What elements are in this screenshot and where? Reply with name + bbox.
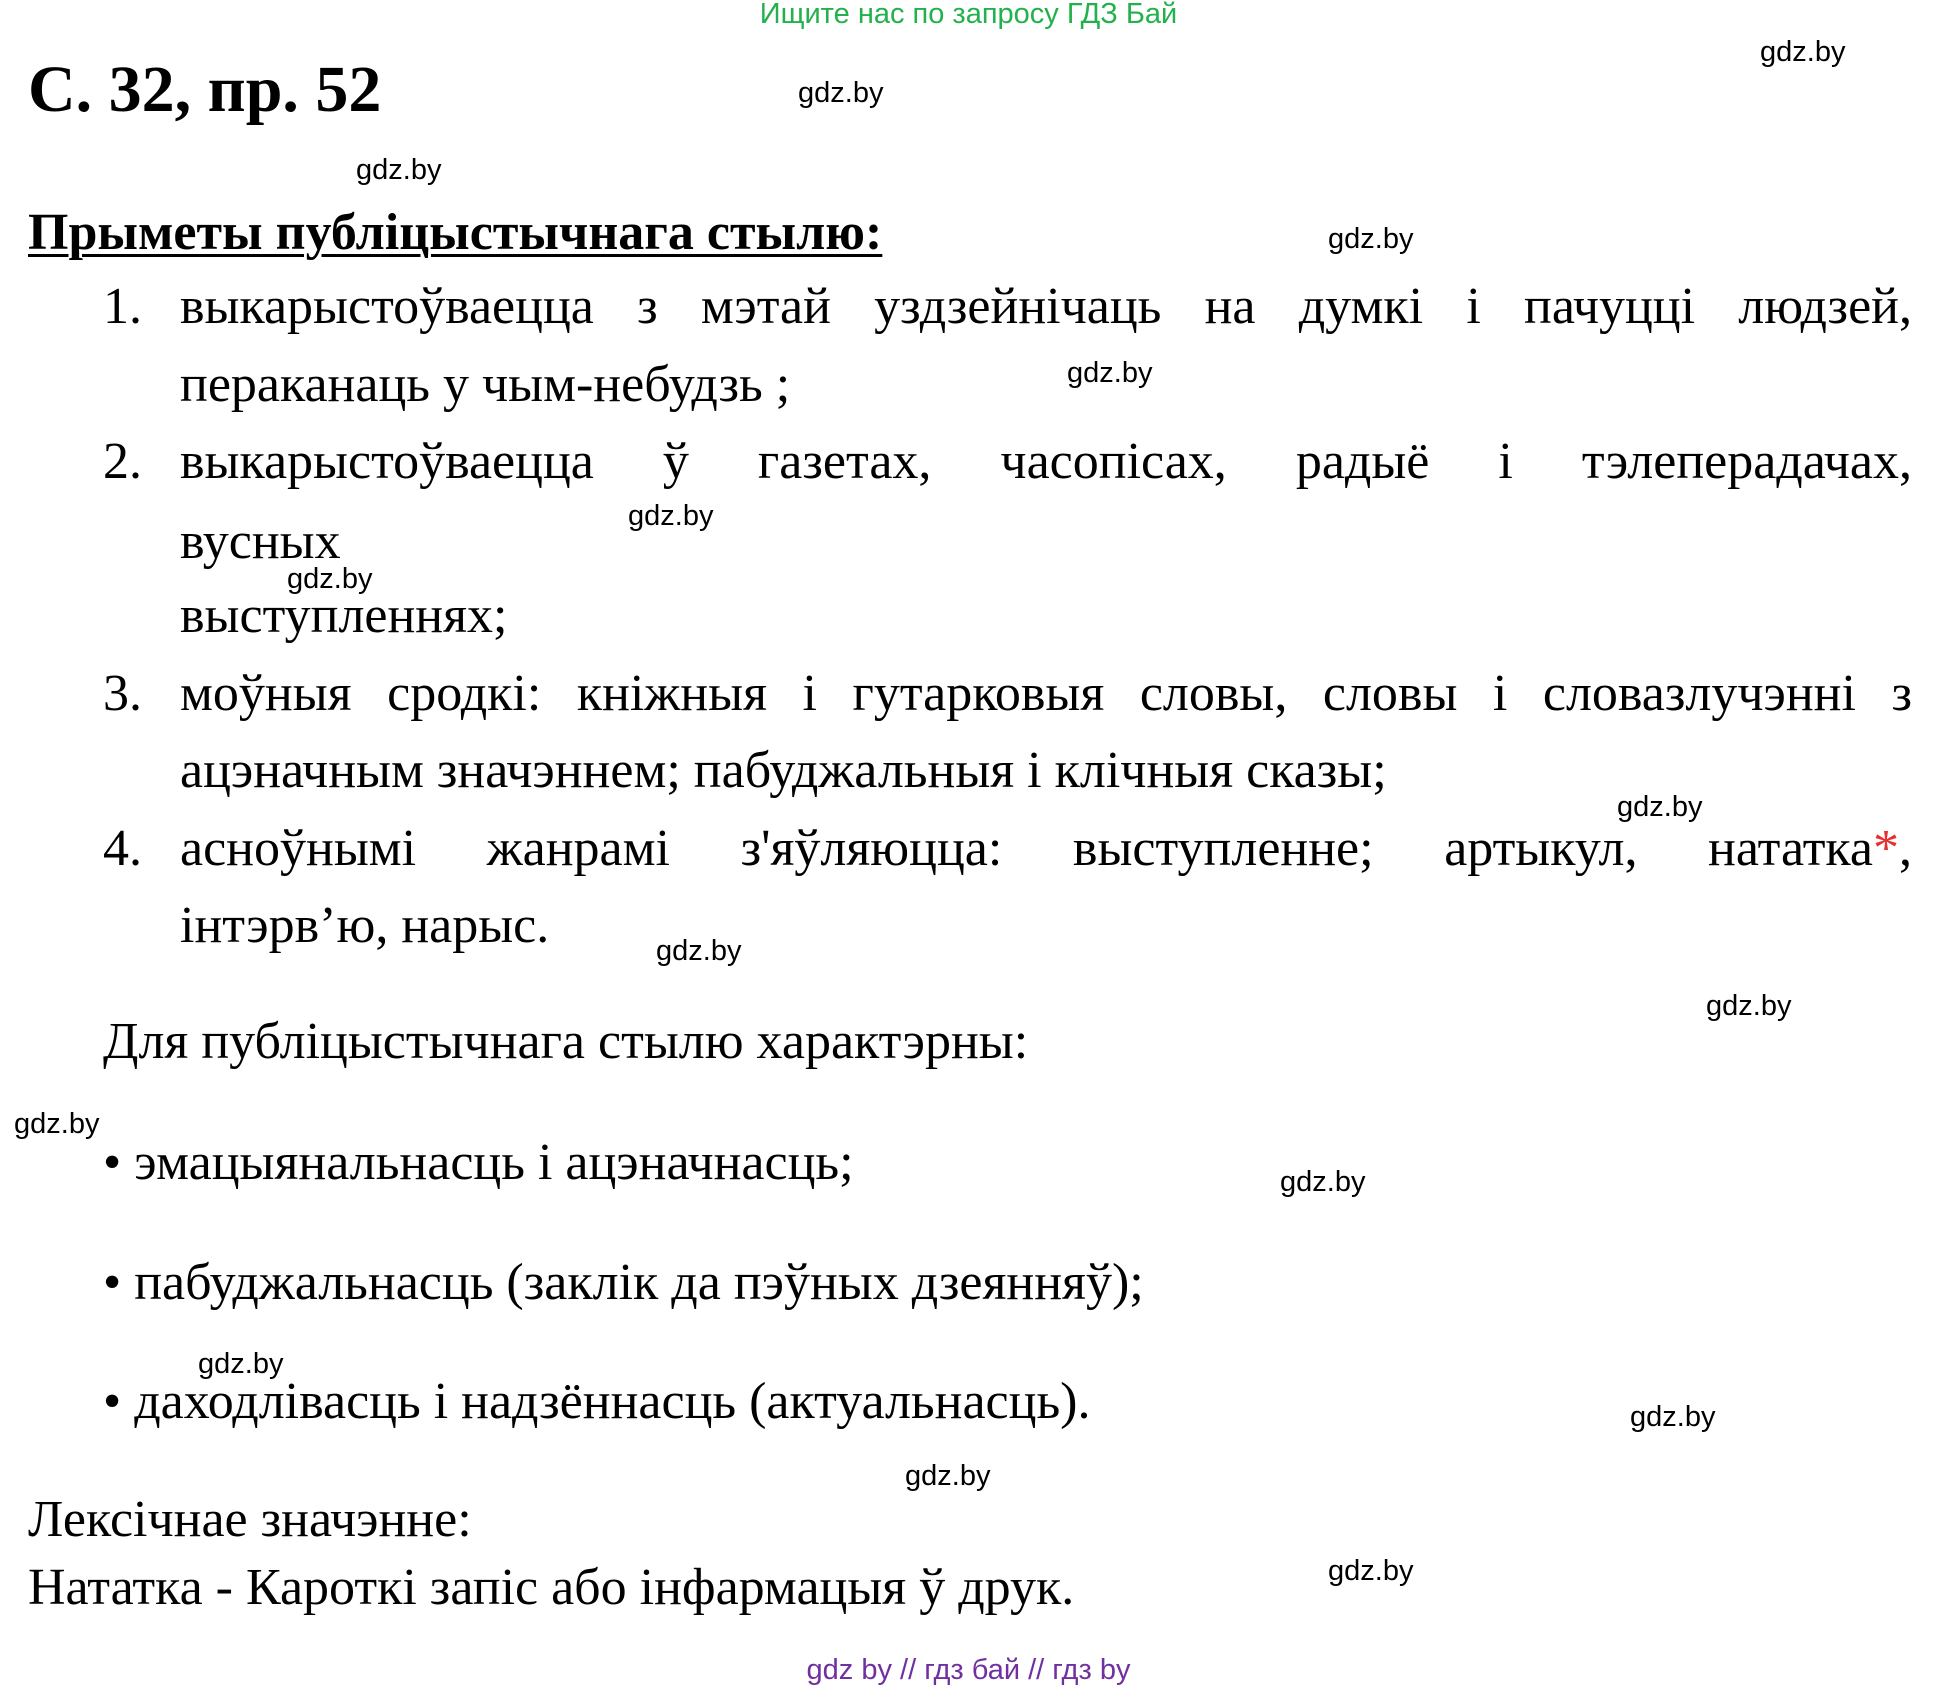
characteristics-intro: Для публіцыстычнага стылю характэрны: xyxy=(103,1013,1029,1070)
list-item-line xyxy=(180,819,1912,878)
bullet-item: • эмацыянальнасць і ацэначнасць; xyxy=(103,1134,854,1191)
list-number: 1. xyxy=(103,278,142,335)
list-item-line: вусных xyxy=(180,513,341,570)
bullet-item: • даходлівасць і надзённасць (актуальнасць). xyxy=(103,1373,1091,1430)
watermark: gdz.by xyxy=(1760,36,1846,68)
list-item-line: ацэначным значэннем; пабуджальныя і клічныя сказы; xyxy=(180,742,1387,799)
top-banner[interactable]: Ищите нас по запросу ГДЗ Бай xyxy=(759,0,1178,30)
watermark: gdz.by xyxy=(356,154,442,186)
watermark: gdz.by xyxy=(1067,357,1153,389)
watermark: gdz.by xyxy=(905,1460,991,1492)
list-item-line: інтэрв’ю, нарыс. xyxy=(180,897,550,954)
list-number: 3. xyxy=(103,665,142,722)
watermark: gdz.by xyxy=(628,500,714,532)
lexical-heading: Лексічнае значэнне: xyxy=(28,1491,472,1548)
list-number: 2. xyxy=(103,433,142,490)
list-number: 4. xyxy=(103,820,142,877)
watermark: gdz.by xyxy=(798,77,884,109)
red-asterisk: * xyxy=(1873,820,1899,877)
list-item-line: выкарыстоўваецца ў газетах, часопісах, радыё і тэлеперадачах, xyxy=(180,433,1912,490)
list-item-line: выкарыстоўваецца з мэтай уздзейнічаць на думкі і пачуцці людзей, xyxy=(180,278,1912,335)
list-item-comma: , xyxy=(1899,820,1912,877)
watermark: gdz.by xyxy=(1617,791,1703,823)
watermark: gdz.by xyxy=(1630,1401,1716,1433)
watermark: gdz.by xyxy=(1280,1166,1366,1198)
watermark: gdz.by xyxy=(1328,223,1414,255)
watermark: gdz.by xyxy=(198,1348,284,1380)
bullet-item: • пабуджальнасць (заклік да пэўных дзеянняў); xyxy=(103,1254,1144,1311)
section-heading: Прыметы публіцыстычнага стылю: xyxy=(28,204,883,261)
bottom-links[interactable]: gdz by // гдз бай // гдз by xyxy=(806,1654,1131,1686)
list-item-line: пераканаць у чым-небудзь ; xyxy=(180,356,791,413)
watermark: gdz.by xyxy=(287,563,373,595)
list-item-text: асноўнымі жанрамі з'яўляюцца: выступленне; артыкул, нататка xyxy=(180,820,1873,877)
watermark: gdz.by xyxy=(1328,1555,1414,1587)
list-item-line: моўныя сродкі: кніжныя і гутарковыя словы, словы і словазлучэнні з xyxy=(180,665,1912,722)
list-item-line: выступленнях; xyxy=(180,587,508,644)
watermark: gdz.by xyxy=(14,1108,100,1140)
watermark: gdz.by xyxy=(656,935,742,967)
lexical-definition: Нататка - Кароткі запіс або інфармацыя ў друк. xyxy=(28,1559,1075,1616)
page-title: С. 32, пр. 52 xyxy=(28,53,382,126)
watermark: gdz.by xyxy=(1706,990,1792,1022)
